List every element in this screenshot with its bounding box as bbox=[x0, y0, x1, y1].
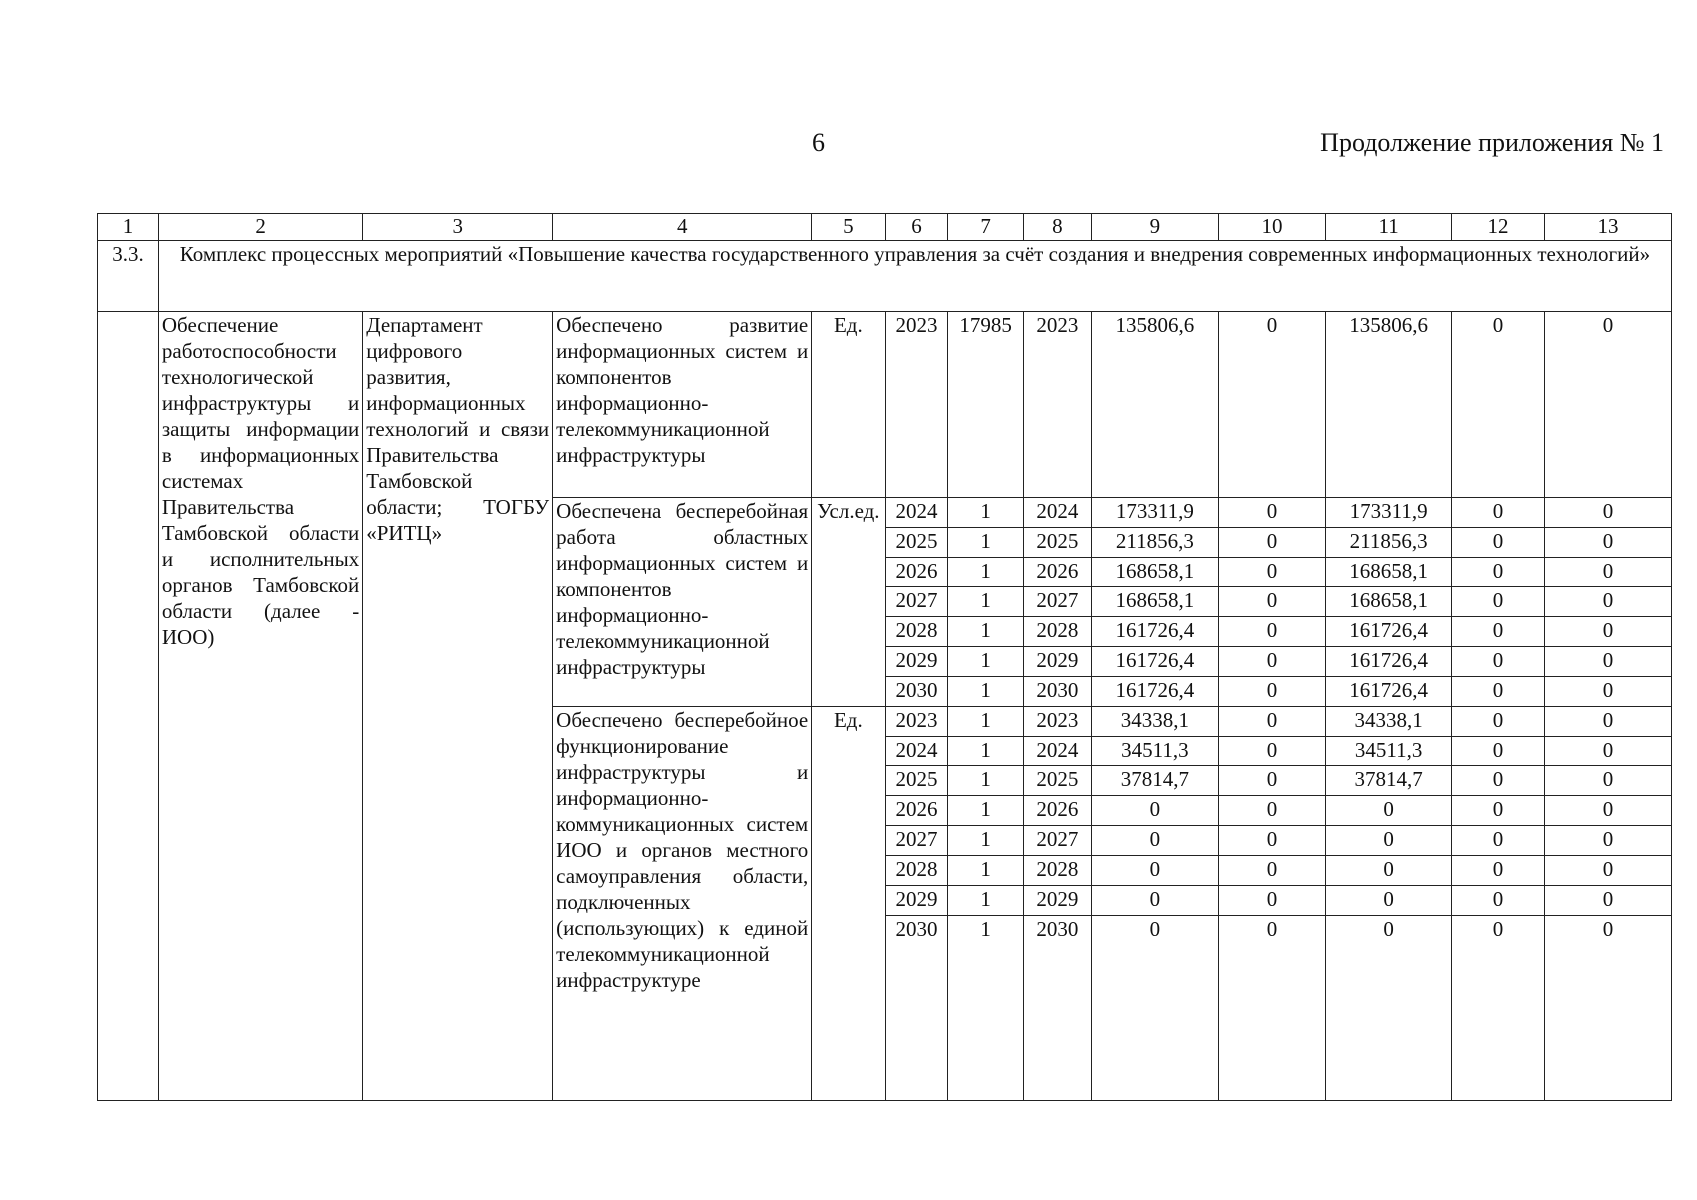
year-value: 2025 bbox=[885, 766, 948, 796]
section-number: 3.3. bbox=[98, 240, 159, 311]
section-row bbox=[98, 240, 1672, 311]
unit-of-measure: Ед. bbox=[812, 311, 885, 497]
amount-federal: 0 bbox=[1218, 497, 1325, 527]
result-name: Обеспечено развитие информационных систем и компонентов информационно-телекоммуникационной инфраструктуры bbox=[553, 311, 812, 497]
amount-municipal: 0 bbox=[1452, 796, 1545, 826]
year-value-2: 2025 bbox=[1023, 527, 1091, 557]
amount-municipal: 0 bbox=[1452, 885, 1545, 915]
amount-federal: 0 bbox=[1218, 826, 1325, 856]
amount-total: 0 bbox=[1091, 796, 1218, 826]
blank-number-cell bbox=[98, 311, 159, 1100]
column-number-6: 6 bbox=[885, 214, 948, 241]
year-value: 2026 bbox=[885, 557, 948, 587]
year-value: 2026 bbox=[885, 796, 948, 826]
quantity-value: 1 bbox=[948, 885, 1023, 915]
amount-extrabudget: 0 bbox=[1544, 855, 1671, 885]
quantity-value: 17985 bbox=[948, 311, 1023, 497]
amount-federal: 0 bbox=[1218, 915, 1325, 1100]
year-value-2: 2024 bbox=[1023, 497, 1091, 527]
amount-regional: 34338,1 bbox=[1326, 706, 1452, 736]
column-number-7: 7 bbox=[948, 214, 1023, 241]
amount-federal: 0 bbox=[1218, 557, 1325, 587]
unit-of-measure: Усл.ед. bbox=[812, 497, 885, 706]
amount-regional: 0 bbox=[1326, 796, 1452, 826]
quantity-value: 1 bbox=[948, 676, 1023, 706]
amount-extrabudget: 0 bbox=[1544, 736, 1671, 766]
amount-regional: 168658,1 bbox=[1326, 587, 1452, 617]
year-value-2: 2024 bbox=[1023, 736, 1091, 766]
appendix-continuation-note: Продолжение приложения № 1 bbox=[1320, 128, 1664, 157]
amount-total: 211856,3 bbox=[1091, 527, 1218, 557]
amount-federal: 0 bbox=[1218, 855, 1325, 885]
amount-extrabudget: 0 bbox=[1544, 706, 1671, 736]
amount-federal: 0 bbox=[1218, 587, 1325, 617]
quantity-value: 1 bbox=[948, 617, 1023, 647]
amount-municipal: 0 bbox=[1452, 676, 1545, 706]
amount-municipal: 0 bbox=[1452, 557, 1545, 587]
year-value-2: 2028 bbox=[1023, 855, 1091, 885]
amount-municipal: 0 bbox=[1452, 497, 1545, 527]
amount-municipal: 0 bbox=[1452, 617, 1545, 647]
quantity-value: 1 bbox=[948, 855, 1023, 885]
year-value: 2029 bbox=[885, 647, 948, 677]
year-value: 2027 bbox=[885, 587, 948, 617]
amount-total: 37814,7 bbox=[1091, 766, 1218, 796]
amount-total: 0 bbox=[1091, 855, 1218, 885]
amount-extrabudget: 0 bbox=[1544, 617, 1671, 647]
year-value: 2023 bbox=[885, 311, 948, 497]
amount-regional: 0 bbox=[1326, 885, 1452, 915]
amount-regional: 0 bbox=[1326, 915, 1452, 1100]
amount-extrabudget: 0 bbox=[1544, 587, 1671, 617]
task-description: Обеспечение работоспособности технологической инфраструктуры и защиты информации в информационных системах Правительства Тамбовской области и исполнительных органов Тамбовской области (далее - ИОО) bbox=[158, 311, 362, 1100]
amount-federal: 0 bbox=[1218, 527, 1325, 557]
amount-federal: 0 bbox=[1218, 766, 1325, 796]
amount-total: 173311,9 bbox=[1091, 497, 1218, 527]
amount-municipal: 0 bbox=[1452, 826, 1545, 856]
quantity-value: 1 bbox=[948, 706, 1023, 736]
column-number-5: 5 bbox=[812, 214, 885, 241]
amount-total: 34511,3 bbox=[1091, 736, 1218, 766]
amount-municipal: 0 bbox=[1452, 855, 1545, 885]
amount-municipal: 0 bbox=[1452, 587, 1545, 617]
amount-municipal: 0 bbox=[1452, 915, 1545, 1100]
column-number-10: 10 bbox=[1218, 214, 1325, 241]
amount-total: 161726,4 bbox=[1091, 676, 1218, 706]
section-title: Комплекс процессных мероприятий «Повышение качества государственного управления за счёт создания и внедрения современных информационных технологий» bbox=[158, 240, 1671, 311]
amount-extrabudget: 0 bbox=[1544, 527, 1671, 557]
amount-extrabudget: 0 bbox=[1544, 915, 1671, 1100]
column-number-9: 9 bbox=[1091, 214, 1218, 241]
column-number-row bbox=[98, 214, 1672, 241]
year-value: 2028 bbox=[885, 855, 948, 885]
column-number-3: 3 bbox=[363, 214, 553, 241]
year-value: 2027 bbox=[885, 826, 948, 856]
column-number-12: 12 bbox=[1452, 214, 1545, 241]
year-value-2: 2029 bbox=[1023, 885, 1091, 915]
year-value-2: 2026 bbox=[1023, 796, 1091, 826]
year-value-2: 2030 bbox=[1023, 915, 1091, 1100]
quantity-value: 1 bbox=[948, 647, 1023, 677]
amount-total: 161726,4 bbox=[1091, 647, 1218, 677]
amount-extrabudget: 0 bbox=[1544, 766, 1671, 796]
year-value: 2023 bbox=[885, 706, 948, 736]
year-value-2: 2025 bbox=[1023, 766, 1091, 796]
page-number: 6 bbox=[812, 128, 825, 157]
amount-regional: 0 bbox=[1326, 826, 1452, 856]
year-value: 2024 bbox=[885, 736, 948, 766]
amount-regional: 37814,7 bbox=[1326, 766, 1452, 796]
amount-federal: 0 bbox=[1218, 706, 1325, 736]
year-value: 2028 bbox=[885, 617, 948, 647]
amount-regional: 161726,4 bbox=[1326, 647, 1452, 677]
amount-total: 135806,6 bbox=[1091, 311, 1218, 497]
quantity-value: 1 bbox=[948, 796, 1023, 826]
amount-regional: 161726,4 bbox=[1326, 676, 1452, 706]
amount-extrabudget: 0 bbox=[1544, 676, 1671, 706]
quantity-value: 1 bbox=[948, 527, 1023, 557]
amount-federal: 0 bbox=[1218, 311, 1325, 497]
amount-regional: 0 bbox=[1326, 855, 1452, 885]
amount-extrabudget: 0 bbox=[1544, 826, 1671, 856]
amount-federal: 0 bbox=[1218, 676, 1325, 706]
amount-extrabudget: 0 bbox=[1544, 497, 1671, 527]
amount-municipal: 0 bbox=[1452, 647, 1545, 677]
result-name: Обеспечена бесперебойная работа областных информационных систем и компонентов информационно-телекоммуникационной инфраструктуры bbox=[553, 497, 812, 706]
year-value: 2024 bbox=[885, 497, 948, 527]
column-number-1: 1 bbox=[98, 214, 159, 241]
amount-extrabudget: 0 bbox=[1544, 885, 1671, 915]
quantity-value: 1 bbox=[948, 497, 1023, 527]
quantity-value: 1 bbox=[948, 826, 1023, 856]
column-number-8: 8 bbox=[1023, 214, 1091, 241]
amount-total: 161726,4 bbox=[1091, 617, 1218, 647]
column-number-4: 4 bbox=[553, 214, 812, 241]
quantity-value: 1 bbox=[948, 587, 1023, 617]
year-value-2: 2029 bbox=[1023, 647, 1091, 677]
year-value: 2025 bbox=[885, 527, 948, 557]
quantity-value: 1 bbox=[948, 557, 1023, 587]
amount-federal: 0 bbox=[1218, 617, 1325, 647]
amount-total: 34338,1 bbox=[1091, 706, 1218, 736]
year-value-2: 2026 bbox=[1023, 557, 1091, 587]
column-number-11: 11 bbox=[1326, 214, 1452, 241]
year-value-2: 2023 bbox=[1023, 706, 1091, 736]
amount-municipal: 0 bbox=[1452, 736, 1545, 766]
amount-regional: 135806,6 bbox=[1326, 311, 1452, 497]
amount-total: 168658,1 bbox=[1091, 587, 1218, 617]
responsible-executor: Департамент цифрового развития, информационных технологий и связи Правительства Тамбовской области; ТОГБУ «РИТЦ» bbox=[363, 311, 553, 1100]
year-value-2: 2030 bbox=[1023, 676, 1091, 706]
amount-total: 0 bbox=[1091, 885, 1218, 915]
year-value-2: 2028 bbox=[1023, 617, 1091, 647]
amount-regional: 173311,9 bbox=[1326, 497, 1452, 527]
amount-federal: 0 bbox=[1218, 647, 1325, 677]
unit-of-measure: Ед. bbox=[812, 706, 885, 1100]
amount-municipal: 0 bbox=[1452, 766, 1545, 796]
result-name: Обеспечено бесперебойное функционирование инфраструктуры и информационно-коммуникационных систем ИОО и органов местного самоуправления области, подключенных (использующих) к единой телекоммуникационной инфраструктуре bbox=[553, 706, 812, 1100]
amount-municipal: 0 bbox=[1452, 706, 1545, 736]
amount-extrabudget: 0 bbox=[1544, 557, 1671, 587]
year-value: 2030 bbox=[885, 676, 948, 706]
amount-total: 0 bbox=[1091, 915, 1218, 1100]
year-value-2: 2027 bbox=[1023, 826, 1091, 856]
amount-regional: 168658,1 bbox=[1326, 557, 1452, 587]
quantity-value: 1 bbox=[948, 915, 1023, 1100]
quantity-value: 1 bbox=[948, 736, 1023, 766]
amount-extrabudget: 0 bbox=[1544, 796, 1671, 826]
table-row bbox=[98, 311, 1672, 497]
amount-extrabudget: 0 bbox=[1544, 647, 1671, 677]
amount-total: 168658,1 bbox=[1091, 557, 1218, 587]
quantity-value: 1 bbox=[948, 766, 1023, 796]
amount-regional: 161726,4 bbox=[1326, 617, 1452, 647]
amount-federal: 0 bbox=[1218, 796, 1325, 826]
amount-regional: 34511,3 bbox=[1326, 736, 1452, 766]
year-value: 2030 bbox=[885, 915, 948, 1100]
amount-municipal: 0 bbox=[1452, 311, 1545, 497]
amount-extrabudget: 0 bbox=[1544, 311, 1671, 497]
year-value-2: 2027 bbox=[1023, 587, 1091, 617]
amount-municipal: 0 bbox=[1452, 527, 1545, 557]
amount-federal: 0 bbox=[1218, 736, 1325, 766]
amount-total: 0 bbox=[1091, 826, 1218, 856]
amount-federal: 0 bbox=[1218, 885, 1325, 915]
program-table bbox=[97, 213, 1672, 1101]
column-number-13: 13 bbox=[1544, 214, 1671, 241]
amount-regional: 211856,3 bbox=[1326, 527, 1452, 557]
year-value: 2029 bbox=[885, 885, 948, 915]
column-number-2: 2 bbox=[158, 214, 362, 241]
year-value-2: 2023 bbox=[1023, 311, 1091, 497]
